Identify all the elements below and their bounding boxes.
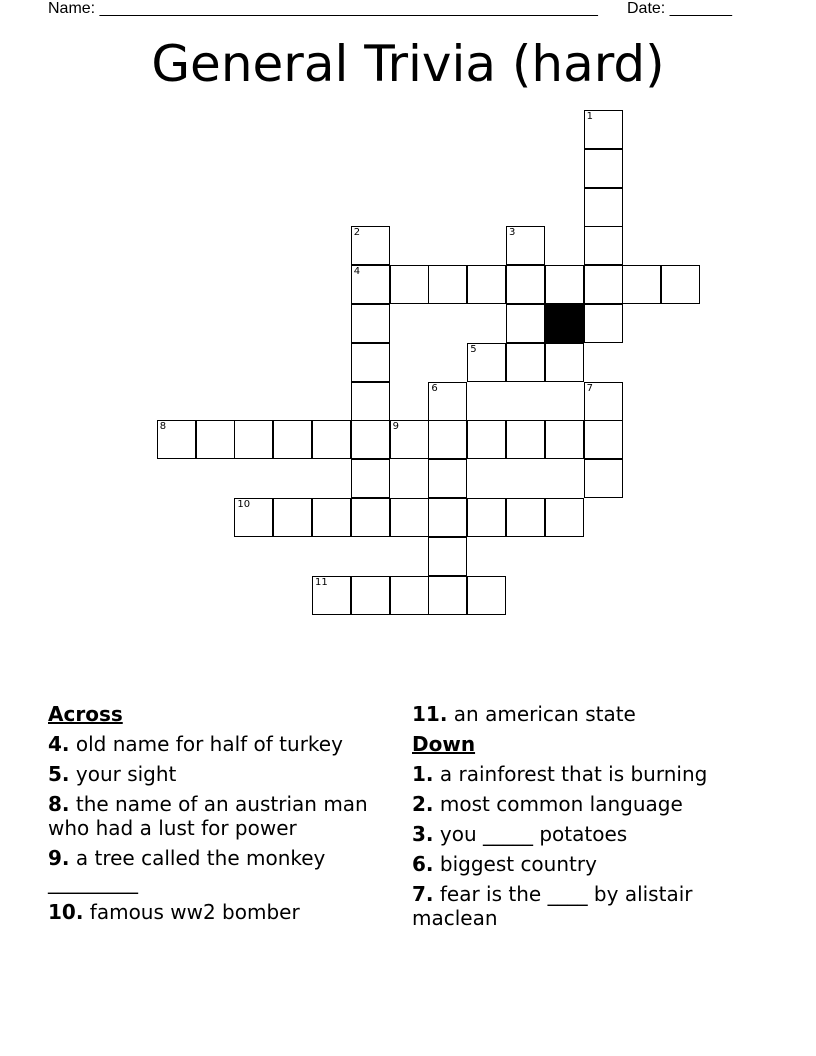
clues-left-column xyxy=(48,702,393,930)
grid-cell[interactable] xyxy=(234,498,273,537)
grid-cell[interactable] xyxy=(351,420,390,459)
grid-cell[interactable] xyxy=(351,304,390,343)
grid-cell[interactable] xyxy=(467,265,506,304)
clue-text: most common language xyxy=(433,792,683,816)
clue-number-label: 11 xyxy=(315,576,328,588)
clue-across-9 xyxy=(48,846,393,894)
clue-down-6 xyxy=(412,852,772,876)
grid-cell[interactable] xyxy=(351,382,390,421)
grid-cell[interactable] xyxy=(273,420,312,459)
clue-number-label: 3 xyxy=(509,227,516,239)
grid-cell[interactable] xyxy=(506,304,545,343)
clue-number-label: 2 xyxy=(353,227,361,239)
clue-down-1 xyxy=(412,762,772,786)
clue-text: an american state xyxy=(447,702,636,726)
grid-cell[interactable] xyxy=(506,226,545,265)
clue-text: old name for half of turkey xyxy=(69,732,343,756)
page-title: General Trivia (hard) xyxy=(151,35,665,93)
grid-cell[interactable] xyxy=(351,343,390,382)
grid-cell[interactable] xyxy=(506,420,545,459)
grid-cell[interactable] xyxy=(428,420,467,459)
grid-cell[interactable] xyxy=(390,498,429,537)
clue-down-3 xyxy=(412,822,772,846)
grid-cell[interactable] xyxy=(467,343,506,382)
clue-across-10 xyxy=(48,900,393,924)
grid-cell[interactable] xyxy=(506,343,545,382)
grid-cell[interactable] xyxy=(467,576,506,615)
grid-cell[interactable] xyxy=(584,226,623,265)
clue-text: the name of an austrian man who had a lust for power xyxy=(48,792,368,840)
grid-cell[interactable] xyxy=(196,420,235,459)
grid-cell[interactable] xyxy=(428,498,467,537)
grid-cell[interactable] xyxy=(351,459,390,498)
grid-cell[interactable] xyxy=(545,343,584,382)
down-heading: Down xyxy=(412,732,476,756)
clue-number: 4. xyxy=(48,732,70,756)
clue-number-label: 1 xyxy=(586,111,593,122)
grid-cell[interactable] xyxy=(312,576,351,615)
clue-number: 1. xyxy=(412,762,434,786)
grid-cell[interactable] xyxy=(545,498,584,537)
grid-cell[interactable] xyxy=(545,265,584,304)
clue-text: famous ww2 bomber xyxy=(83,900,300,924)
name-field[interactable]: Name: ________________________________________________________ xyxy=(48,0,598,17)
grid-cell[interactable] xyxy=(467,420,506,459)
grid-cell[interactable] xyxy=(428,265,467,304)
across-heading: Across xyxy=(48,702,123,726)
grid-cell[interactable] xyxy=(428,537,467,576)
grid-cell[interactable] xyxy=(506,498,545,537)
clue-number: 2. xyxy=(412,792,434,816)
grid-cell[interactable] xyxy=(428,459,467,498)
grid-cell[interactable] xyxy=(157,420,196,459)
grid-cell[interactable] xyxy=(584,420,623,459)
grid-cell[interactable] xyxy=(584,188,623,227)
grid-cell[interactable] xyxy=(467,498,506,537)
grid-cell[interactable] xyxy=(622,265,661,304)
grid-cell[interactable] xyxy=(584,265,623,304)
clue-number: 9. xyxy=(48,846,70,870)
clue-number-label: 8 xyxy=(159,421,167,433)
grid-cell[interactable] xyxy=(584,149,623,188)
grid-cell[interactable] xyxy=(351,265,390,304)
grid-cell[interactable] xyxy=(584,110,623,149)
grid-cell[interactable] xyxy=(584,382,623,421)
clue-number: 3. xyxy=(412,822,434,846)
clue-across-11 xyxy=(412,702,772,726)
grid-cell[interactable] xyxy=(428,576,467,615)
clue-text: a rainforest that is burning xyxy=(433,762,708,786)
clue-text: fear is the ____ by alistair maclean xyxy=(412,882,693,930)
grid-cell[interactable] xyxy=(351,226,390,265)
clues-right-column xyxy=(412,702,772,936)
clue-down-7 xyxy=(412,882,772,930)
grid-cell[interactable] xyxy=(312,420,351,459)
clue-text: you _____ potatoes xyxy=(433,822,628,846)
grid-cell[interactable] xyxy=(234,420,273,459)
grid-cell[interactable] xyxy=(351,498,390,537)
clue-number: 5. xyxy=(48,762,70,786)
clue-across-5 xyxy=(48,762,393,786)
grid-cell[interactable] xyxy=(661,265,700,304)
clue-number-label: 10 xyxy=(237,499,251,510)
grid-cell[interactable] xyxy=(273,498,312,537)
grid-cell[interactable] xyxy=(545,420,584,459)
clue-number: 6. xyxy=(412,852,434,876)
clue-text: your sight xyxy=(69,762,177,786)
clue-number-label: 5 xyxy=(470,343,477,355)
clue-text: a tree called the monkey _________ xyxy=(48,846,326,894)
grid-cell[interactable] xyxy=(506,265,545,304)
clue-number-label: 9 xyxy=(392,421,399,433)
date-field[interactable]: Date: _______ xyxy=(627,0,732,17)
grid-cell[interactable] xyxy=(428,382,467,421)
clue-across-8 xyxy=(48,792,393,840)
clue-down-2 xyxy=(412,792,772,816)
clue-number-label: 4 xyxy=(353,266,361,278)
grid-cell[interactable] xyxy=(584,459,623,498)
clue-number: 7. xyxy=(412,882,434,906)
clue-number: 11. xyxy=(412,702,448,726)
clue-number: 8. xyxy=(48,792,70,816)
clue-text: biggest country xyxy=(433,852,597,876)
clue-across-4 xyxy=(48,732,393,756)
grid-cell[interactable] xyxy=(584,304,623,343)
clue-number-label: 7 xyxy=(586,382,593,394)
grid-cell[interactable] xyxy=(390,576,429,615)
grid-cell[interactable] xyxy=(351,576,390,615)
grid-cell[interactable] xyxy=(390,420,429,459)
grid-cell[interactable] xyxy=(390,265,429,304)
grid-cell[interactable] xyxy=(312,498,351,537)
clue-number-label: 6 xyxy=(431,382,438,394)
blocked-cell xyxy=(545,304,584,343)
clue-number: 10. xyxy=(48,900,84,924)
